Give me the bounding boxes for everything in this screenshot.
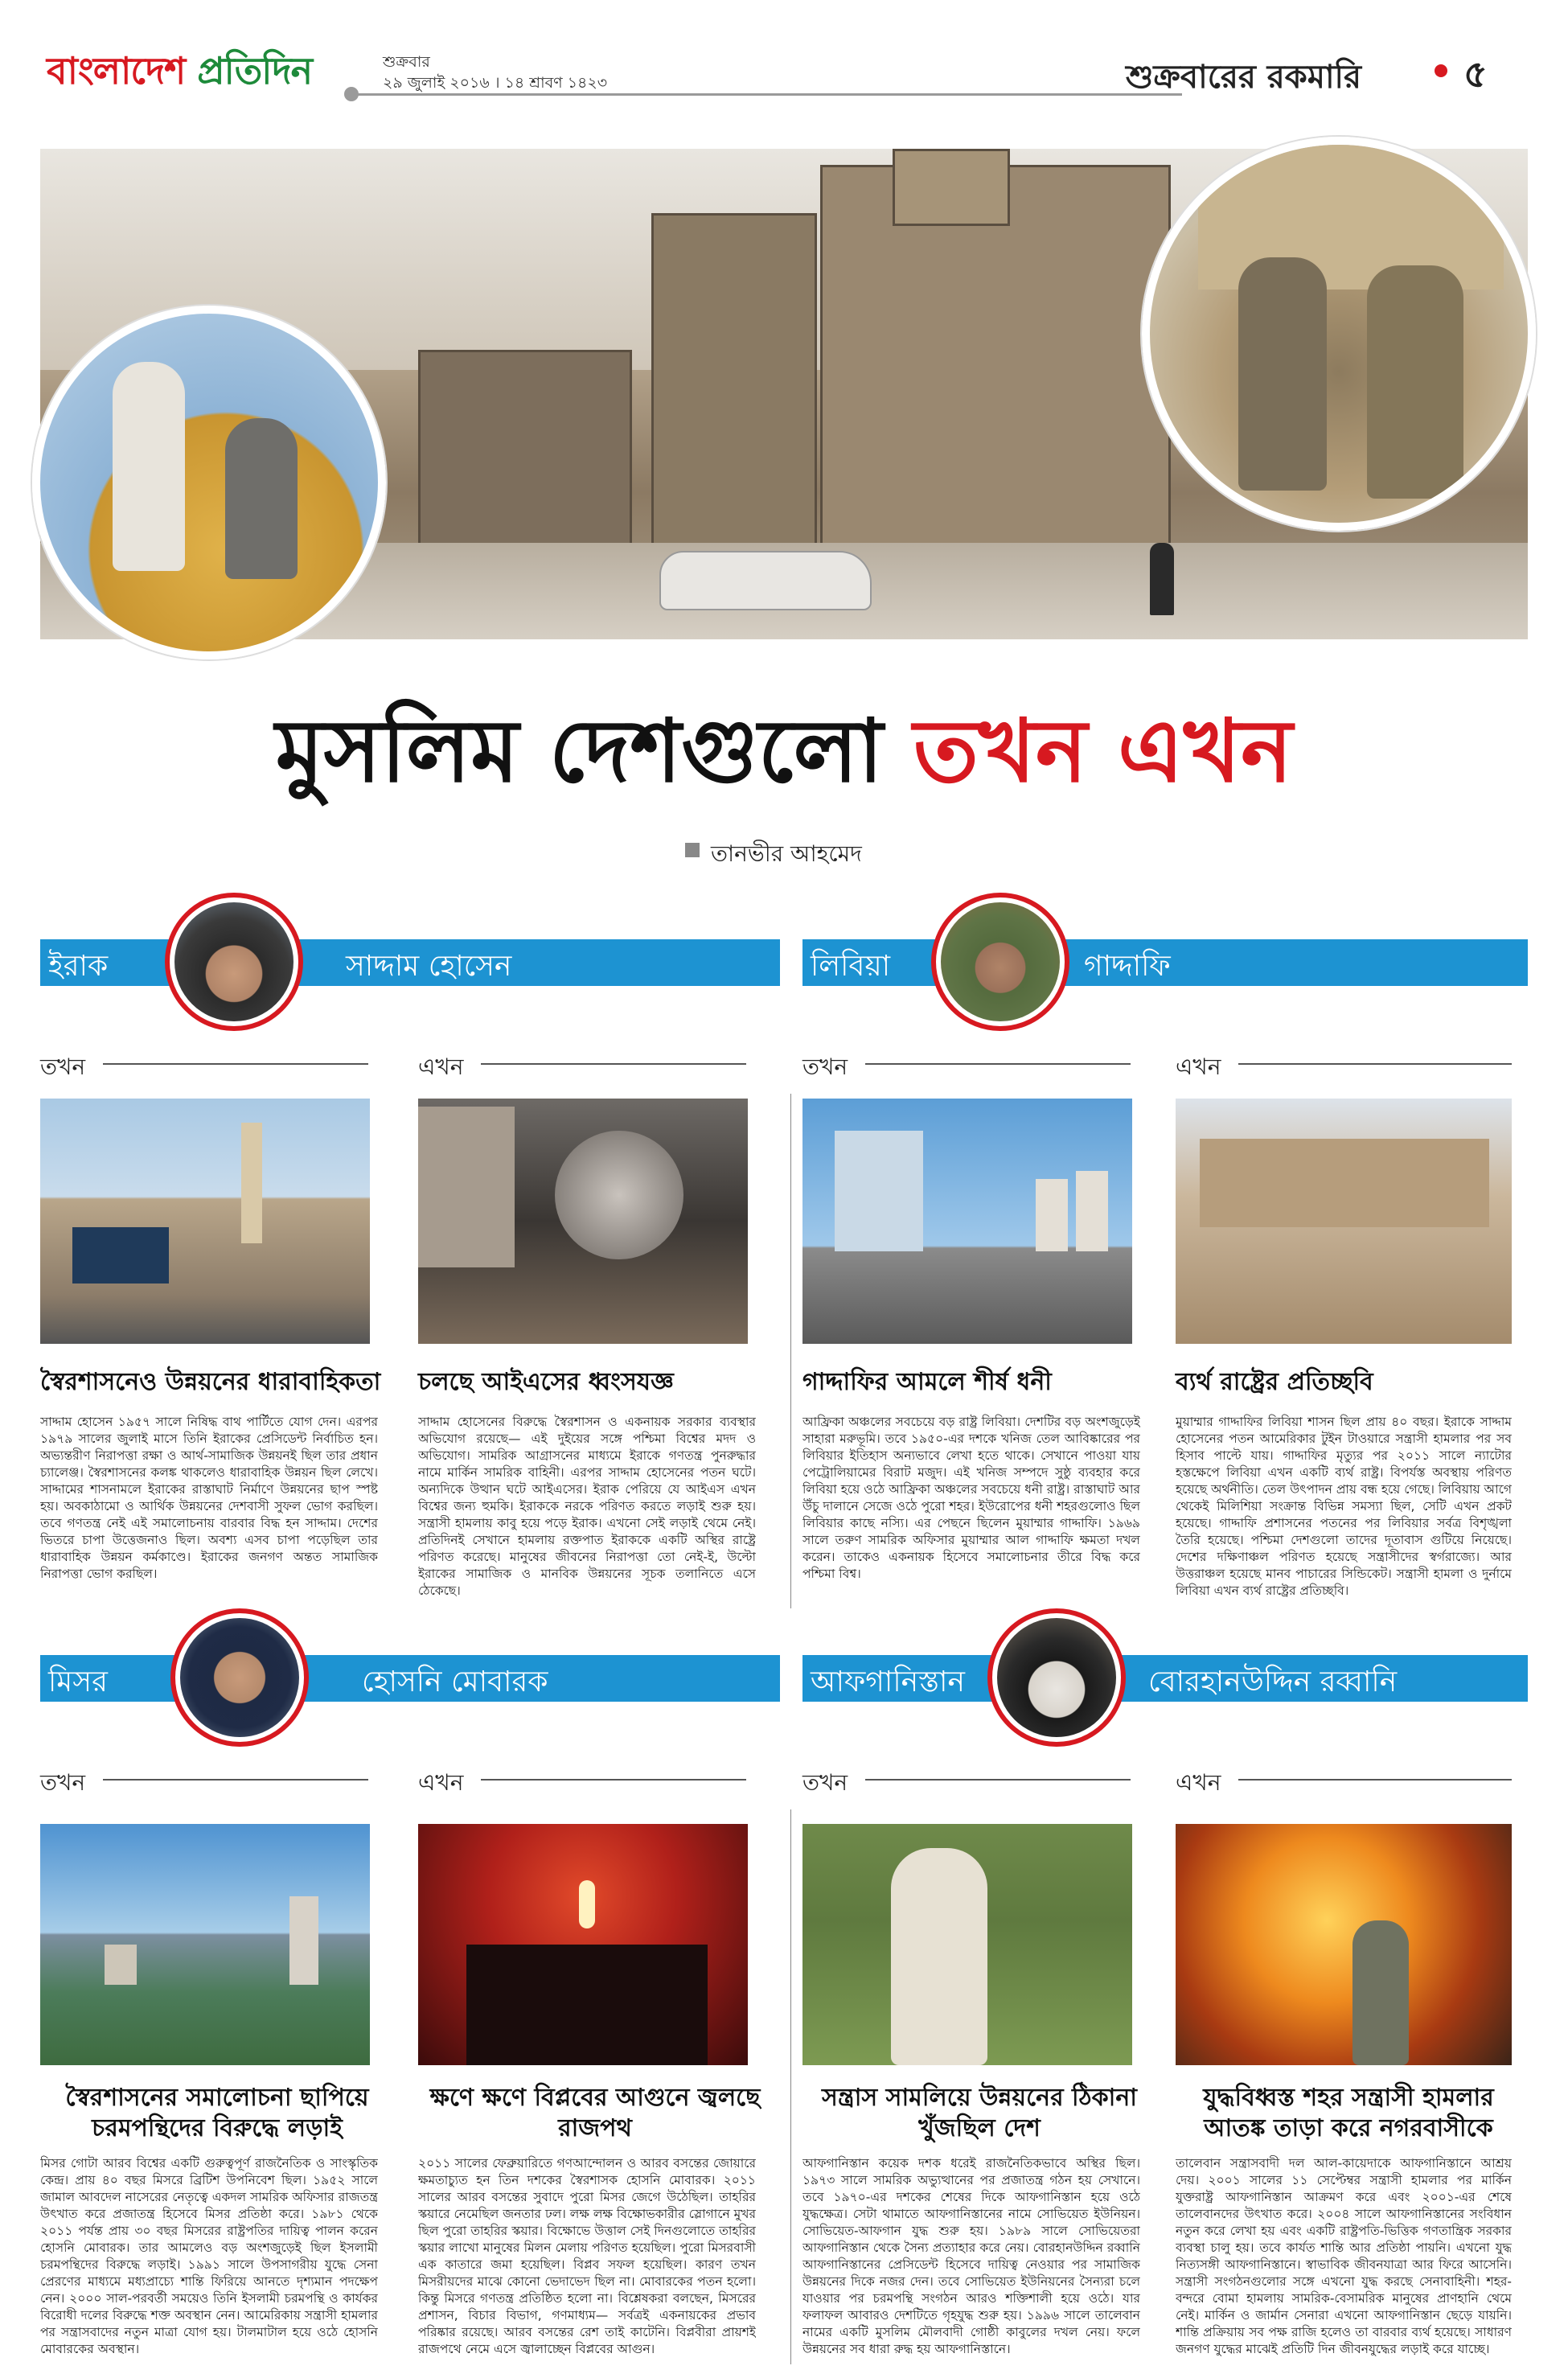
label-rule: [481, 1063, 746, 1065]
article-body: সাদ্দাম হোসেন ১৯৫৭ সালে নিষিদ্ধ বাথ পার্টিতে যোগ দেন। এরপর ১৯৭৯ সালের জুলাই মাসে তিনি ইরাকের প্রেসিডেন্ট নির্বাচিত হন। অভ্যন্তরীণ নিরাপত্তা রক্ষা ও আর্থ-সামাজিক উন্নয়নই ছিল তার প্রধান চ্যালেঞ্জ। স্বৈরশাসনের কলঙ্ক থাকলেও ধারাবাহিক উন্নয়ন ছিল লেখে। সাদ্দামের শাসনামলে ইরাকের রাস্তাঘাট নির্মাণে উন্নয়নের ছাপ স্পষ্ট হয়। অবকাঠামো ও আর্থিক উন্নয়নের দেশবাসী সুফল ভোগ করছিল। তবে গণতন্ত্র নেই এই সমালোচনায় বারবার বিদ্ধ হন সাদ্দাম। দেশের ভিতরে চাপা উত্তেজনাও ছিল। অবশ্য এসব চাপা পড়েছিল তার ধারাবাহিক উন্নয়ন কর্মকাণ্ডে। ইরাকের জনগণ অন্তত সামাজিক নিরাপত্তা ভোগ করছিল।: [40, 1415, 378, 1581]
article-body: ২০১১ সালের ফেব্রুয়ারিতে গণআন্দোলন ও আরব বসন্তের জোয়ারে ক্ষমতাচ্যুত হন তিন দশকের স্বৈরশাসক হোসনি মোবারক। ২০১১ সালের আরব বসন্তের সুবাদে পুরো মিসর জেগে উঠেছিল। তাহরির স্কয়ারে নেমেছিল জনতার ঢল। লক্ষ লক্ষ বিক্ষোভকারীর স্লোগানে মুখর ছিল পুরো তাহরির স্কয়ার। বিক্ষোভে উত্তাল সেই দিনগুলোতে তাহরির স্কয়ার লাখো মানুষের মিলন মেলায় পরিণত হয়েছিল। পুরো মিসরবাসী এক কাতারে জমা হয়েছিল। বিপ্লব সফল হয়েছিল। কারণ তখন মিসরীয়দের মাঝে কোনো ভেদাভেদ ছিল না। মোবারকের পতন হলো। কিন্তু মিসরে গণতন্ত্র প্রতিষ্ঠিত হলো না। বিশ্লেষকরা বলছেন, মিসরের প্রশাসন, বিচার বিভাগ, গণমাধ্যম— সর্বত্রই একনায়কের প্রভাব পরিষ্কার রয়েছে। আরব বসন্তের রেশ তাই কাটেনি। বিপ্লবীরা প্রায়শই রাজপথে নেমে এসে জ্বালাচ্ছেন বিপ্লবের আগুন।: [418, 2156, 756, 2356]
country-name: লিবিয়া: [811, 950, 891, 983]
label-rule: [1238, 1779, 1512, 1780]
article-body: আফ্রিকা অঞ্চলের সবচেয়ে বড় রাষ্ট্র লিবিয়া। দেশটির বড় অংশজুড়েই সাহারা মরুভূমি। তবে ১৯৫০-এর দশকে খনিজ তেল আবিষ্কারের পর লিবিয়ার ইতিহাস অন্যভাবে লেখা হতে থাকে। সেখানে পাওয়া যায় পেট্রোলিয়ামের বিরাট মজুদ। এই খনিজ সম্পদে সুষ্ঠু ব্যবহার করে লিবিয়া হয়ে ওঠে আফ্রিকা অঞ্চলের সবচেয়ে ধনী রাষ্ট্র। রাস্তাঘাট আর উঁচু দালানে সেজে ওঠে পুরো শহর। ইউরোপের ধনী শহরগুলোও ছিল লিবিয়ার কাছে নস্যি। এর পেছনে ছিলেন মুয়াম্মার গাদ্দাফি। ১৯৬৯ সালে তরুণ সামরিক অফিসার মুয়াম্মার আল গাদ্দাফি ক্ষমতা দখল করেন। তাকেও একনায়ক হিসেবে সমালোচনার তীরে বিদ্ধ করে পশ্চিমা বিশ্ব।: [802, 1415, 1140, 1581]
label-then: তখন: [802, 1054, 848, 1080]
portrait-saddam-hussein: [165, 893, 303, 1031]
label-now: এখন: [418, 1769, 464, 1796]
country-bar-libya: [802, 939, 1528, 986]
country-name: আফগানিস্তান: [811, 1665, 965, 1698]
article-body: মিসর গোটা আরব বিশ্বের একটি গুরুত্বপূর্ণ রাজনৈতিক ও সাংস্কৃতিক কেন্দ্র। প্রায় ৪০ বছর মিসরে ব্রিটিশ উপনিবেশ ছিল। ১৯৫২ সালে জামাল আবদেল নাসেরের নেতৃত্বে একদল সামরিক অফিসার রাজতন্ত্র উৎখাত করে প্রজাতন্ত্র হিসেবে মিসর প্রতিষ্ঠা করে। ১৯৮১ থেকে ২০১১ পর্যন্ত প্রায় ৩০ বছর মিসরের রাষ্ট্রপতির দায়িত্ব পালন করেন হোসনি মোবারক। তার আমলেও বড় অংশজুড়েই ছিল ইসলামী চরমপন্থিদের বিরুদ্ধে লড়াই। ১৯৯১ সালে উপসাগরীয় যুদ্ধে সেনা প্রেরণের মাধ্যমে মধ্যপ্রাচ্যে শান্তি ফিরিয়ে আনতে দৃশ্যমান পদক্ষেপ নেন। ২০০০ সাল-পরবর্তী সময়েও তিনি ইসলামী চরমপন্থি ও কার্যকর বিরোধী দলের বিরুদ্ধে শক্ত অবস্থান নেন। আমেরিকায় সন্ত্রাসী হামলার পর সন্ত্রাসবাদের নতুন মাত্রা যোগ হয়। টালমাটাল হয়ে ওঠে হোসনি মোবারকের অবস্থান।: [40, 2156, 378, 2356]
logo-text-part1: বাংলাদেশ: [47, 49, 198, 92]
country-name: মিসর: [48, 1665, 108, 1698]
headline-part2: তখন এখন: [913, 701, 1293, 802]
label-now: এখন: [1176, 1769, 1221, 1796]
label-rule: [103, 1779, 368, 1780]
label-then: তখন: [40, 1769, 86, 1796]
portrait-burhanuddin-rabbani: [987, 1608, 1126, 1747]
byline: তানভীর আহমেদ: [711, 840, 862, 867]
photo-egypt-now-protest: [418, 1824, 748, 2065]
label-then: তখন: [40, 1054, 86, 1080]
article-body: তালেবান সন্ত্রাসবাদী দল আল-কায়েদাকে আফগানিস্তানে আশ্রয় দেয়। ২০০১ সালের ১১ সেপ্টেম্বর সন্ত্রাসী হামলার পর মার্কিন যুক্তরাষ্ট্র আফগানিস্তান আক্রমণ করে এবং ২০০১-এর শেষে তালেবানদের উৎখাত করে। ২০০৪ সালে আফগানিস্তানের সংবিধান নতুন করে লেখা হয় এবং একটি রাষ্ট্রপতি-ভিত্তিক গণতান্ত্রিক সরকার ব্যবস্থা চালু হয়। তবে কার্যত শান্তি আর প্রতিষ্ঠা পায়নি। এখনো যুদ্ধ নিত্যসঙ্গী আফগানিস্তানে। স্বাভাবিক জীবনযাত্রা আর ফিরে আসেনি। সন্ত্রাসী সংগঠনগুলোর সঙ্গে এখনো যুদ্ধ করছে সেনাবাহিনী। শহর-বন্দরে বোমা হামলায় সামরিক-বেসামরিক মানুষের প্রাণহানি থেমে নেই। মার্কিন ও জার্মান সেনারা এখনো আফগানিস্তান ছেড়ে যায়নি। শান্তি প্রক্রিয়ায় সব পক্ষ রাজি হলেও তা বারবার ব্যর্থ হয়েছে। সাধারণ জনগণ যুদ্ধের মাঝেই প্রতিটি দিন জীবনযুদ্ধের লড়াই করে যাচ্ছে।: [1176, 2156, 1512, 2356]
article-title: স্বৈরশাসনেও উন্নয়নের ধারাবাহিকতা: [40, 1368, 381, 1396]
section-dot: [1435, 64, 1447, 77]
portrait-hosni-mubarak: [170, 1608, 309, 1747]
photo-libya-then-skyline: [802, 1099, 1132, 1344]
issue-date-text: ২৯ জুলাই ২০১৬ । ১৪ শ্রাবণ ১৪২৩: [383, 74, 608, 92]
label-rule: [481, 1779, 746, 1780]
logo-text-part2: প্রতিদিন: [197, 49, 313, 92]
section-title: শুক্রবারের রকমারি: [1126, 59, 1361, 96]
photo-iraq-now-explosion: [418, 1099, 748, 1344]
label-rule: [865, 1779, 1131, 1780]
photo-libya-now-ruins: [1176, 1099, 1512, 1344]
leader-name: হোসনি মোবারক: [362, 1665, 548, 1698]
label-now: এখন: [418, 1054, 464, 1080]
country-bar-iraq: [40, 939, 780, 986]
issue-day: শুক্রবার: [383, 53, 430, 71]
byline-marker: [685, 843, 700, 857]
country-name: ইরাক: [48, 950, 109, 983]
country-bar-afghanistan: [802, 1655, 1528, 1702]
article-title: গাদ্দাফির আমলে শীর্ষ ধনী: [802, 1368, 1052, 1396]
article-title: সন্ত্রাস সামলিয়ে উন্নয়নের ঠিকানা খুঁজছিল দেশ: [822, 2084, 1137, 2142]
photo-afghanistan-then-field: [802, 1824, 1132, 2065]
article-title: ব্যর্থ রাষ্ট্রের প্রতিচ্ছবি: [1176, 1368, 1373, 1396]
label-rule: [1238, 1063, 1512, 1065]
label-rule: [103, 1063, 368, 1065]
column-divider: [790, 1094, 791, 1608]
leader-name: গাদ্দাফি: [1084, 950, 1171, 983]
label-then: তখন: [802, 1769, 848, 1796]
article-body: আফগানিস্তান কয়েক দশক ধরেই রাজনৈতিকভাবে অস্থির ছিল। ১৯৭৩ সালে সামরিক অভ্যুত্থানের পর প্রজাতন্ত্র গঠন হয় সেখানে। তবে ১৯৭০-এর দশকের শেষের দিকে আফগানিস্তান হয়ে ওঠে যুদ্ধক্ষেত্র। সেটা থামাতে আফগানিস্তানের নামে সোভিয়েত ইউনিয়ন। সোভিয়েত-আফগান যুদ্ধ শুরু হয়। ১৯৮৯ সালে সোভিয়েতরা আফগানিস্তান থেকে সৈন্য প্রত্যাহার করে নেয়। বোরহানউদ্দিন রব্বানি আফগানিস্তানের প্রেসিডেন্ট হিসেবে দায়িত্ব নেওয়ার পর সামাজিক উন্নয়নের দিকে নজর দেন। তবে সোভিয়েত ইউনিয়নের সৈন্যরা চলে যাওয়ার পর চরমপন্থি সংগঠন আরও শক্তিশালী হয়ে ওঠে। যার ফলাফল আবারও দেশটিতে গৃহযুদ্ধ শুরু হয়। ১৯৯৬ সালে তালেবান নামের একটি মুসলিম মৌলবাদী গোষ্ঠী কাবুলের দখল নেয়। ফলে উন্নয়নের সব ধারা রুদ্ধ হয় আফগানিস্তানে।: [802, 2156, 1140, 2356]
label-rule: [865, 1063, 1131, 1065]
soldiers-photo: [1142, 137, 1536, 531]
label-now: এখন: [1176, 1054, 1221, 1080]
farmers-harvest-photo: [32, 306, 386, 659]
issue-date: [383, 51, 607, 93]
photo-egypt-then-cairo: [40, 1824, 370, 2065]
article-body: মুয়াম্মার গাদ্দাফির লিবিয়া শাসন ছিল প্রায় ৪০ বছর। ইরাকে সাদ্দাম হোসেনের পতন আমেরিকার টুইন টাওয়ারে সন্ত্রাসী হামলার পর সব হিসাব পাল্টে যায়। গাদ্দাফির মৃত্যুর পর ২০১১ সালে ন্যাটোর হস্তক্ষেপে লিবিয়া এখন একটি ব্যর্থ রাষ্ট্র। বিপর্যস্ত অবস্থায় পরিণত হয়েছে অর্থনীতি। তেল উৎপাদন প্রায় বন্ধ হয়ে গেছে। লিবিয়ায় আগে থেকেই মিলিশিয়া সংক্রান্ত বিভিন্ন সমস্যা ছিল, সেটি এখন প্রকট হয়েছে। গাদ্দাফি প্রশাসনের পতনের পর লিবিয়ার সর্বত্র বিশৃঙ্খলা তৈরি হয়েছে। পশ্চিমা দেশগুলো তাদের দূতাবাস গুটিয়ে নিয়েছে। দেশের দক্ষিণাঞ্চল পরিণত হয়েছে সন্ত্রাসীদের স্বর্গরাজ্যে। আর উত্তরাঞ্চল হয়েছে মানব পাচারের সিন্ডিকেট। সন্ত্রাসী হামলা ও দুর্নামে লিবিয়া এখন ব্যর্থ রাষ্ট্রের প্রতিচ্ছবি।: [1176, 1415, 1512, 1598]
headline-part1: মুসলিম দেশগুলো: [275, 701, 913, 802]
country-bar-egypt: [40, 1655, 780, 1702]
article-title: যুদ্ধবিধ্বস্ত শহর সন্ত্রাসী হামলার আতঙ্ক তাড়া করে নগরবাসীকে: [1203, 2084, 1494, 2142]
leader-name: সাদ্দাম হোসেন: [346, 950, 512, 983]
column-divider: [790, 1809, 791, 2364]
article-body: সাদ্দাম হোসেনের বিরুদ্ধে স্বৈরশাসন ও একনায়ক সরকার ব্যবস্থার অভিযোগ রয়েছে— এই দুইয়ের সঙ্গে পশ্চিমা বিশ্বের মদদ ও অভিযোগ। সামরিক আগ্রাসনের মাধ্যমে ইরাকে গণতন্ত্র পুনরুদ্ধার নামে মার্কিন সামরিক বাহিনী। এরপর সাদ্দাম হোসেনের পতন ঘটে। অন্যদিকে উত্থান ঘটে আইএসের। ইরাক পেরিয়ে যে আইএস এখন বিশ্বের জন্য হুমকি। ইরাককে নরকে পরিণত করতে লড়াই শুরু হয়। সন্ত্রাসী হামলায় কাবু হয়ে পড়ে ইরাক। এখনো সেই লড়াই থেমে নেই। প্রতিদিনই সেখানে হামলায় রক্তপাত ইরাককে একটি অস্থির রাষ্ট্রে পরিণত করেছে। মানুষের জীবনের নিরাপত্তা তো নেই-ই, উল্টো ইরাকের সামাজিক ও মানবিক উন্নয়নের সূচক তলানিতে এসে ঠেকেছে।: [418, 1415, 756, 1598]
masthead-rule: [354, 93, 1182, 96]
article-title: স্বৈরশাসনের সমালোচনা ছাপিয়ে চরমপন্থিদের বিরুদ্ধে লড়াই: [65, 2084, 369, 2142]
page-number: ৫: [1463, 52, 1488, 96]
leader-name: বোরহানউদ্দিন রব্বানি: [1148, 1665, 1398, 1698]
article-title: চলছে আইএসের ধ্বংসযজ্ঞ: [418, 1368, 674, 1396]
article-title: ক্ষণে ক্ষণে বিপ্লবের আগুনে জ্বলছে রাজপথ: [429, 2084, 761, 2142]
photo-afghanistan-now-fire: [1176, 1824, 1512, 2065]
main-headline: [0, 684, 1568, 829]
photo-iraq-then-street: [40, 1099, 370, 1344]
newspaper-logo: [47, 43, 312, 105]
portrait-gaddafi: [931, 893, 1069, 1031]
